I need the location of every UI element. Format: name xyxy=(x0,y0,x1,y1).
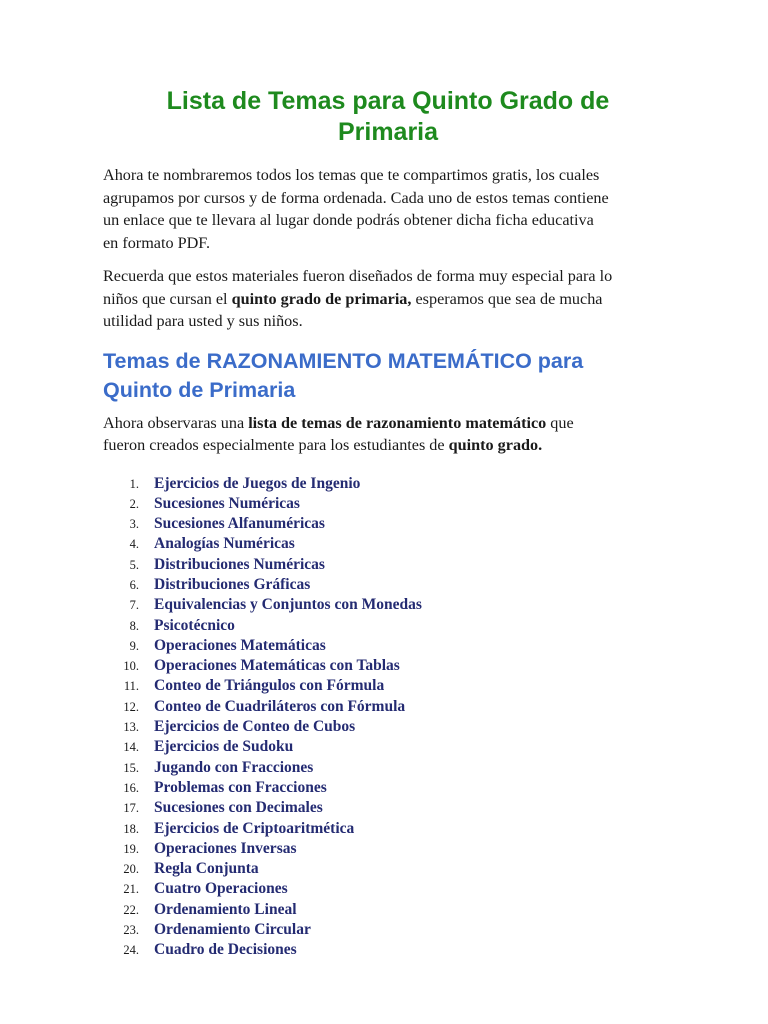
topic-link[interactable]: Conteo de Triángulos con Fórmula xyxy=(154,677,385,695)
topic-number: 3. xyxy=(129,517,139,532)
topic-number: 4. xyxy=(129,537,139,552)
text-line: Primaria xyxy=(337,118,439,146)
topic-item xyxy=(103,778,673,798)
topic-item xyxy=(103,717,673,737)
text-line: un enlace que te llevara al lugar donde podrás obtener dicha ficha educativa xyxy=(103,211,594,229)
topic-link[interactable]: Ejercicios de Juegos de Ingenio xyxy=(154,474,361,492)
topic-item xyxy=(103,737,673,757)
topic-item xyxy=(103,595,673,615)
topic-link[interactable]: Ejercicios de Conteo de Cubos xyxy=(154,718,356,736)
topic-number: 9. xyxy=(129,638,139,653)
section-heading xyxy=(103,347,673,405)
topic-item xyxy=(103,940,673,960)
topic-item xyxy=(103,656,673,676)
topic-number: 11. xyxy=(123,679,139,694)
text-line: Recuerda que estos materiales fueron diseñados de forma muy especial para lo xyxy=(103,267,613,285)
topic-item xyxy=(103,879,673,899)
topic-link[interactable]: Ordenamiento Lineal xyxy=(154,900,297,918)
topic-link[interactable]: Distribuciones Gráficas xyxy=(154,575,311,593)
topic-link[interactable]: Sucesiones con Decimales xyxy=(154,799,323,817)
topic-link[interactable]: Jugando con Fracciones xyxy=(154,758,314,776)
topic-number: 17. xyxy=(123,801,139,816)
topic-item xyxy=(103,920,673,940)
topic-item xyxy=(103,514,673,534)
topic-number: 23. xyxy=(123,923,139,938)
topic-link[interactable]: Regla Conjunta xyxy=(154,860,259,878)
topic-number: 16. xyxy=(123,780,139,795)
topic-number: 21. xyxy=(123,882,139,897)
topic-item xyxy=(103,839,673,859)
text-line: Ahora te nombraremos todos los temas que te compartimos gratis, los cuales xyxy=(103,166,600,184)
topic-number: 10. xyxy=(123,659,139,674)
topic-link[interactable]: Operaciones Inversas xyxy=(154,839,297,857)
topic-link[interactable]: Ejercicios de Sudoku xyxy=(154,738,294,756)
text-line: Temas de RAZONAMIENTO MATEMÁTICO para xyxy=(103,348,584,373)
page-title xyxy=(103,86,673,148)
text-line: en formato PDF. xyxy=(103,233,211,252)
intro-paragraph-2 xyxy=(103,265,673,333)
topic-number: 20. xyxy=(123,862,139,877)
topic-link[interactable]: Cuadro de Decisiones xyxy=(154,941,297,959)
text-line: utilidad para usted y sus niños. xyxy=(103,312,303,330)
topic-number: 14. xyxy=(123,740,139,755)
topic-link[interactable]: Cuatro Operaciones xyxy=(154,880,288,898)
topic-item xyxy=(103,636,673,656)
topic-item xyxy=(103,697,673,717)
topic-number: 6. xyxy=(129,577,139,592)
topic-item xyxy=(103,575,673,595)
text-line: Quinto de Primaria xyxy=(103,377,296,402)
topic-item xyxy=(103,534,673,554)
topic-link[interactable]: Equivalencias y Conjuntos con Monedas xyxy=(154,596,422,614)
text-line: niños que cursan el quinto grado de primaria, esperamos que sea de mucha xyxy=(103,289,603,308)
topic-number: 15. xyxy=(123,760,139,775)
topic-number: 24. xyxy=(123,943,139,958)
topic-number: 12. xyxy=(123,699,139,714)
topic-item xyxy=(103,474,673,494)
topic-number: 2. xyxy=(129,496,139,511)
topic-item xyxy=(103,555,673,575)
topic-link[interactable]: Distribuciones Numéricas xyxy=(154,555,325,573)
topic-number: 22. xyxy=(123,902,139,917)
topic-item xyxy=(103,494,673,514)
topic-number: 19. xyxy=(123,841,139,856)
topic-number: 5. xyxy=(129,557,139,572)
topic-item xyxy=(103,676,673,696)
topic-item xyxy=(103,900,673,920)
topic-link[interactable]: Operaciones Matemáticas con Tablas xyxy=(154,657,400,675)
topic-number: 18. xyxy=(123,821,139,836)
topic-link[interactable]: Ejercicios de Criptoaritmética xyxy=(154,819,355,837)
topic-item xyxy=(103,758,673,778)
section-intro-paragraph xyxy=(103,412,673,457)
topic-link[interactable]: Sucesiones Numéricas xyxy=(154,494,300,512)
topic-item xyxy=(103,859,673,879)
text-line: agrupamos por cursos y de forma ordenada. Cada uno de estos temas contiene xyxy=(103,188,609,207)
topic-link[interactable]: Psicotécnico xyxy=(154,616,235,634)
topic-link[interactable]: Conteo de Cuadriláteros con Fórmula xyxy=(154,697,406,715)
topic-link[interactable]: Problemas con Fracciones xyxy=(154,778,327,796)
topic-number: 1. xyxy=(129,476,139,491)
text-line: Ahora observaras una lista de temas de razonamiento matemático que xyxy=(103,413,574,432)
topic-link[interactable]: Operaciones Matemáticas xyxy=(154,636,326,654)
topic-link[interactable]: Analogías Numéricas xyxy=(154,535,295,553)
text-line: fueron creados especialmente para los estudiantes de quinto grado. xyxy=(103,436,543,454)
topic-link[interactable]: Ordenamiento Circular xyxy=(154,921,311,939)
intro-paragraph-1 xyxy=(103,164,673,254)
topic-number: 8. xyxy=(129,618,139,633)
topic-number: 7. xyxy=(129,598,139,613)
topics-list xyxy=(103,474,673,961)
topic-item xyxy=(103,819,673,839)
text-line: Lista de Temas para Quinto Grado de xyxy=(166,87,610,115)
topic-item xyxy=(103,798,673,818)
topic-link[interactable]: Sucesiones Alfanuméricas xyxy=(154,515,325,533)
topic-number: 13. xyxy=(123,720,139,735)
topic-item xyxy=(103,616,673,636)
